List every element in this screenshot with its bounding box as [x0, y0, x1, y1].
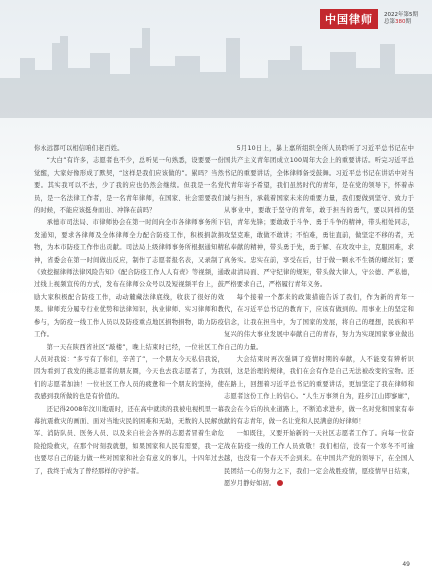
- paragraph: 还记得2008年汶川地震时，还在高中就读的我被电视机里一幕幕抗震救灾的画面、面对当地灾民的困难和无助，无数的人民解放军、消防队员、医务人员、以及来自社会各界的志愿者冒着生命危险抢险救灾，在那个时刻我就想，如果国家和人民有需要，我一定也要尽自己的能力做一些对国家和社会有意义的事儿，十四年过去了，我终于成为了曾经那样的守护者。: [34, 405, 224, 475]
- page-number: 49: [402, 561, 410, 568]
- masthead: [320, 9, 418, 29]
- paragraph: “大白”有许多，志愿者也不少，总听见一句熟悉，设要要一份觉醒，大家好像形成了默契，“这样是我们应该做的”。累吗？当然要。其实我可以不去，少了我的应也仍然会继续。但我是一名党员，是一名法律工作者，是一名青年律师，在国家、社会需要我们的时候，不能应该挺身而出、冲锋在前吗？: [34, 157, 224, 215]
- article-end-icon: [277, 480, 283, 486]
- paragraph: 你永远都可以相信咱们老百姓。: [34, 145, 124, 152]
- magazine-logo: 中国律师: [320, 9, 378, 29]
- paragraph: 第一天在陕西省社区“敲楼”，晚上结束时已经，一位社区工作人员对我说：“多亏有了你们，辛苦了”，一个朋友今天私信我说，因为看到了我发的挑志愿者的朋友圈，今天也去我志愿者了，为我们的志愿者加油！一位社区工作人员的疲惫和一个朋友的坚持，使我感到我所做的也是有价值的。: [34, 343, 224, 401]
- article-column-right: [224, 143, 414, 490]
- paragraph: 大会结束时再次强调了疫情时期的奉献，人不能变有辨析识别，这是治理的规律，我们在会有作是自己无法被改变的宝物。还在路上，回想着习近平总书记的重要讲话，更加坚定了我在律师和志愿者这份工作上的信心。“人生万事须自为，跬步江山即寥廓”，我会在今后的执业道路上，不断追求进步，做一名对党和国家有奉献的有志青年，做一名让党和人民满意的好律师！: [224, 355, 414, 425]
- paragraph: 每个接着一个都来的政策措施告诉了我们，作为新的青年一代，在习近平总书记的教育下，应该有做到的。用事业上的坚定和信念，让我在担当中，为了国家的发展，将自己的理想，民族和平复兴的伟大事业发展中奉献自己的青春，努力为实现国家事业做出自己的力量。: [224, 293, 414, 351]
- paragraph: 承德市司法局、市律师协会在第一时间向全市各律师事务所下发通知，要求各律师及全体律师全力配合防疫工作，积极捐款捐物，为本市防疫工作作出贡献。司法局上级律师事务所根据通知精神，省委会在第一时间做出反应，制作了志愿者报名表，又录制了《致挖掘律师法律风险告知》《配合防疫工作人人有责》等视频，通过线上视频宣传的方式，发布在律师公众号以及短视频平台上，鼓励大家积极配合防疫工作，动动麓藏法律底线，收获了很好的效果。律师充分履专行业优势和法律知识，执业律师、实习律师和教参与，为防疫一线工作人员以及防疫重点地区捐物捐物，助力防疫工作。: [34, 219, 224, 339]
- issue-line-1: 2022年第5期: [384, 12, 418, 18]
- issue-info: [384, 12, 418, 26]
- paragraph: 5月10日上，暴上嘉所组织全所人员聆听了习近平总书记在中国共产主义青年团成立100周年大会上的重要讲话。听完习近平总书记的重要讲话，全体律师备受鼓舞。习近平总书记在讲话中对当代青年寄予希望，我们虽然时代的青年，是在党的领导下，怀着赤诚与担当，承载着国家未来的重要力量，我们要做到坚守、致力于从事业中，要敢于坚守的青年，敢于担当的勇气，要以同样的坚信，青年先锋；要敢敢于斗争、勇于斗争的精神，带头相处同志，攻坚克难，敢做不敢讲；不怕难，勇往直前，做坚定不移的者，无私奉献的精神，带头勇于先，勇于解、在攻攻中主，克服困难，求真务实。忠实在前，享受在后，甘于做一颗永不生锈的螺丝钉；要敢肃清局面、严守纪律的规矩，带头做大律人，守公德、严私德，严格要求自己，严格履行青年义务。: [224, 145, 414, 289]
- paragraph-last: 一如既往，又要开始新的一天社区志愿者工作了。向每一位奋战在防疫一线的工作人员致敬！我们相信，没有一个寒冬不可逾越，也没有一个春天不会到来。在中国共产党的领导下，在全国人民团结一心的努力之下，我们一定会战胜疫情，愿疫情早日结束，愿岁月静好如初。: [224, 430, 414, 487]
- article-column-left: [34, 143, 224, 478]
- issue-line-2: 总第380期: [384, 19, 412, 25]
- issue-total-number: 380: [395, 19, 406, 25]
